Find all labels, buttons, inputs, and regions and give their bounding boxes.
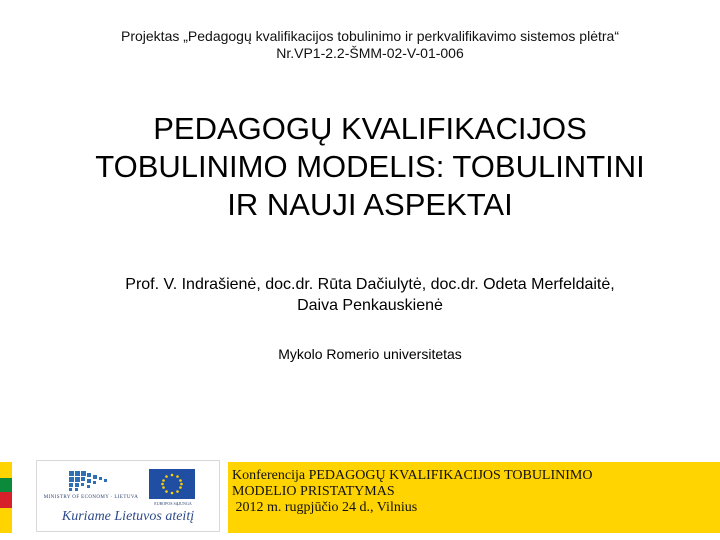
conference-line-1: Konferencija PEDAGOGŲ KVALIFIKACIJOS TOBULINIMO (232, 468, 593, 483)
authors-line-2: Daiva Penkauskienė (297, 297, 443, 314)
project-header (0, 28, 720, 62)
title-line-1: PEDAGOGŲ KVALIFIKACIJOS (153, 111, 587, 146)
funding-logos (36, 460, 220, 532)
title-line-2: TOBULINIMO MODELIS: TOBULINTINI (95, 149, 645, 184)
conference-info (228, 462, 720, 533)
authors (0, 274, 720, 316)
project-code-line: Nr.VP1-2.2-ŠMM-02-V-01-006 (276, 45, 464, 61)
slogan: Kuriame Lietuvos ateitį (61, 509, 195, 524)
stripe-yellow-lower (0, 508, 12, 533)
ministry-logo-icon (67, 469, 111, 493)
university-name: Mykolo Romerio universitetas (278, 346, 462, 362)
stripe-yellow (0, 462, 12, 478)
eu-text: EUROPOS SĄJUNGA (154, 501, 192, 506)
ministry-text: MINISTRY OF ECONOMY · LIETUVA (43, 495, 139, 500)
project-title-line: Projektas „Pedagogų kvalifikacijos tobulinimo ir perkvalifikavimo sistemos plėtra“ (121, 28, 619, 44)
authors-line-1: Prof. V. Indrašienė, doc.dr. Rūta Dačiulytė, doc.dr. Odeta Merfeldaitė, (125, 276, 615, 293)
conference-line-2: MODELIO PRISTATYMAS (232, 484, 395, 499)
stripe-green (0, 478, 12, 492)
eu-flag-icon (149, 469, 195, 499)
conference-date: 2012 m. rugpjūčio 24 d., Vilnius (232, 500, 418, 515)
title-line-3: IR NAUJI ASPEKTAI (227, 187, 513, 222)
stripe-red (0, 492, 12, 508)
presentation-title (0, 110, 720, 224)
